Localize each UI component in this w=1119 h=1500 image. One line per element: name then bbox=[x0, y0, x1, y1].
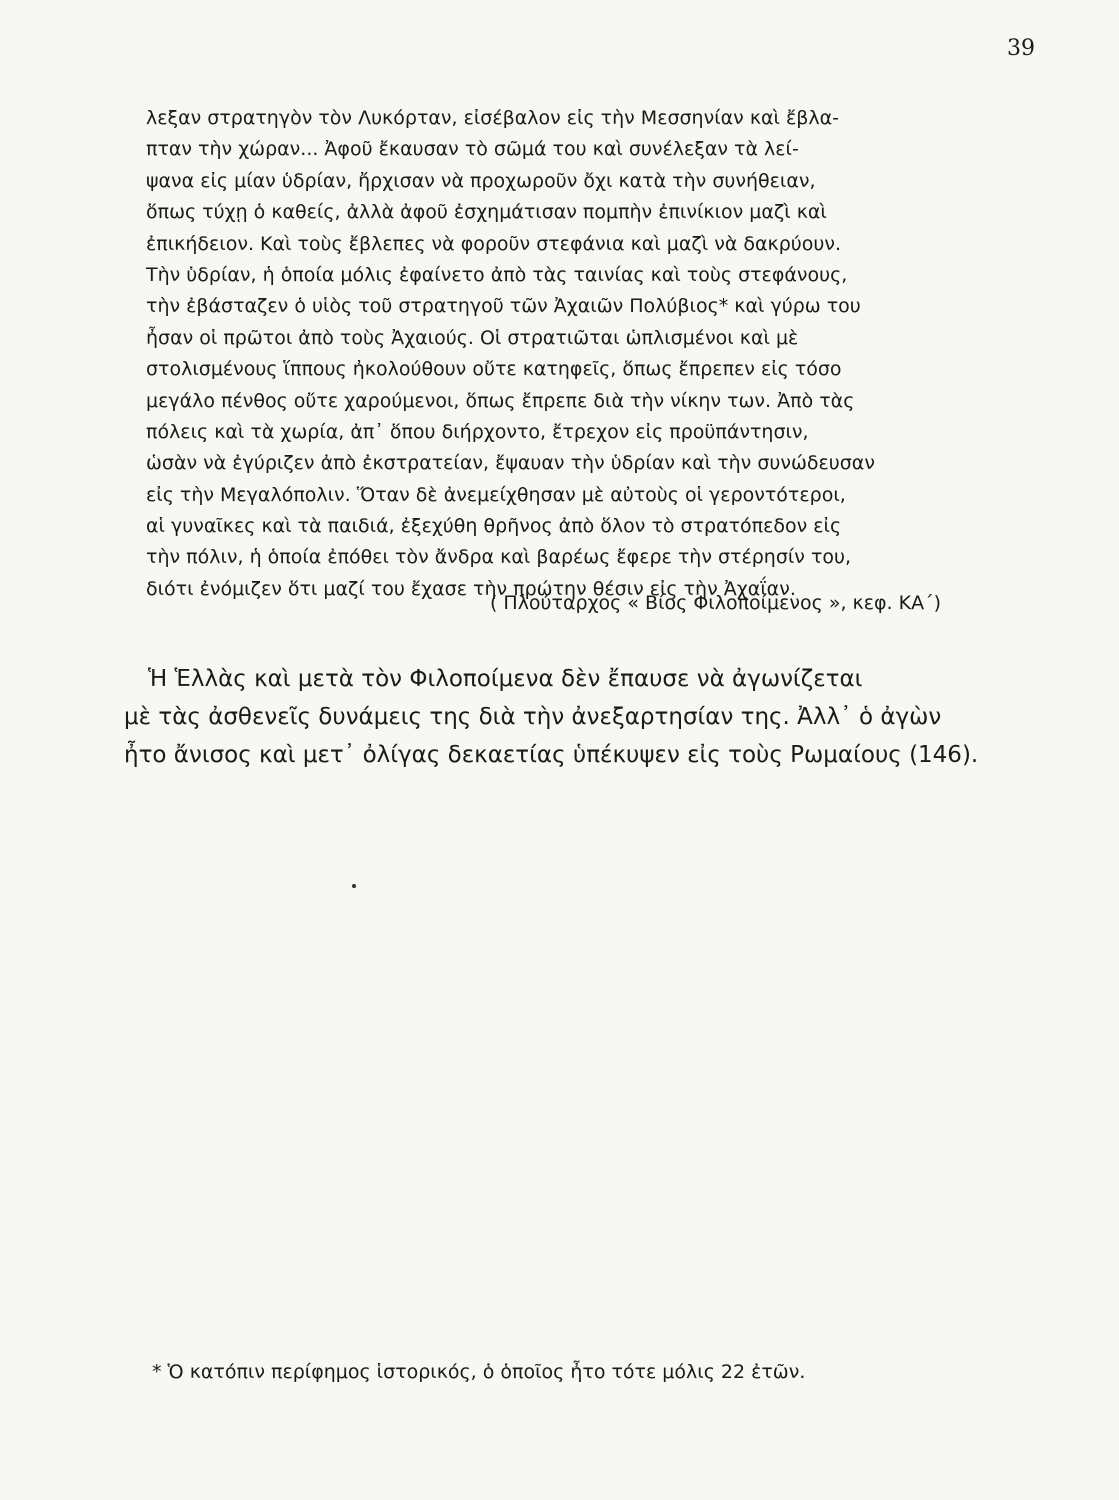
quote-line: Τὴν ὑδρίαν, ἡ ὁποία μόλις ἐφαίνετο ἀπὸ τὰς ταινίας καὶ τοὺς στεφάνους, bbox=[146, 263, 848, 286]
quote-line: εἰς τὴν Μεγαλόπολιν. Ὅταν δὲ ἀνεμείχθησαν μὲ αὐτοὺς οἱ γεροντότεροι, bbox=[146, 483, 846, 506]
quote-line: ἐπικήδειον. Καὶ τοὺς ἔβλεπες νὰ φοροῦν στεφάνια καὶ μαζὶ νὰ δακρύουν. bbox=[146, 232, 842, 255]
quote-line: ὅπως τύχῃ ὁ καθείς, ἀλλὰ ἀφοῦ ἐσχημάτισαν πομπὴν ἐπινίκιον μαζὶ καὶ bbox=[146, 201, 827, 224]
page-number: 39 bbox=[1007, 36, 1035, 61]
paragraph-line: Ἡ Ἑλλὰς καὶ μετὰ τὸν Φιλοποίμενα δὲν ἔπαυσε νὰ ἀγωνίζεται bbox=[148, 666, 863, 692]
quote-line: ὡσὰν νὰ ἐγύριζεν ἀπὸ ἐκστρατείαν, ἔψαυαν τὴν ὑδρίαν καὶ τὴν συνώδευσαν bbox=[146, 452, 875, 475]
quote-line: ψανα εἰς μίαν ὑδρίαν, ἤρχισαν νὰ προχωροῦν ὄχι κατὰ τὴν συνήθειαν, bbox=[146, 169, 816, 192]
citation: ( Πλούταρχος « Βίος Φιλοποίμενος », κεφ. ΚΑ΄) bbox=[489, 592, 941, 614]
paragraph-line: ἦτο ἄνισος καὶ μετ᾽ ὀλίγας δεκαετίας ὑπέκυψεν εἰς τοὺς Ρωμαίους (146). bbox=[124, 742, 979, 768]
paragraph-line: μὲ τὰς ἀσθενεῖς δυνάμεις της διὰ τὴν ἀνεξαρτησίαν της. Ἀλλ᾽ ὁ ἀγὼν bbox=[124, 704, 942, 730]
quote-line: μεγάλο πένθος οὔτε χαρούμενοι, ὅπως ἔπρεπε διὰ τὴν νίκην των. Ἀπὸ τὰς bbox=[146, 389, 855, 412]
quote-line: ἦσαν οἱ πρῶτοι ἀπὸ τοὺς Ἀχαιούς. Οἱ στρατιῶται ὡπλισμένοι καὶ μὲ bbox=[146, 326, 799, 349]
footnote: * Ὁ κατόπιν περίφημος ἱστορικός, ὁ ὁποῖος ἦτο τότε μόλις 22 ἐτῶν. bbox=[152, 1361, 806, 1383]
quote-line: πταν τὴν χώραν... Ἀφοῦ ἔκαυσαν τὸ σῶμά του καὶ συνέλεξαν τὰ λεί- bbox=[146, 138, 799, 161]
quote-line: λεξαν στρατηγὸν τὸν Λυκόρταν, εἰσέβαλον εἰς τὴν Μεσσηνίαν καὶ ἔβλα- bbox=[146, 107, 840, 129]
quoted-passage bbox=[146, 103, 946, 605]
quote-line: πόλεις καὶ τὰ χωρία, ἀπ᾽ ὅπου διήρχοντο, ἔτρεχον εἰς προϋπάντησιν, bbox=[146, 420, 809, 443]
quote-line: αἱ γυναῖκες καὶ τὰ παιδιά, ἐξεχύθη θρῆνος ἀπὸ ὅλον τὸ στρατόπεδον εἰς bbox=[146, 515, 842, 538]
stray-dot-mark bbox=[352, 884, 356, 888]
quote-line: τὴν πόλιν, ἡ ὁποία ἐπόθει τὸν ἄνδρα καὶ βαρέως ἔφερε τὴν στέρησίν του, bbox=[146, 546, 852, 569]
body-paragraph bbox=[124, 660, 979, 774]
quote-line: διότι ἐνόμιζεν ὅτι μαζί του ἔχασε τὴν πρώτην θέσιν εἰς τὴν Ἀχαΐαν. bbox=[146, 577, 796, 600]
quote-line: στολισμένους ἵππους ἠκολούθουν οὔτε κατηφεῖς, ὅπως ἔπρεπεν εἰς τόσο bbox=[146, 358, 842, 381]
quote-line: τὴν ἐβάσταζεν ὁ υἱὸς τοῦ στρατηγοῦ τῶν Ἀχαιῶν Πολύβιος* καὶ γύρω του bbox=[146, 295, 861, 318]
